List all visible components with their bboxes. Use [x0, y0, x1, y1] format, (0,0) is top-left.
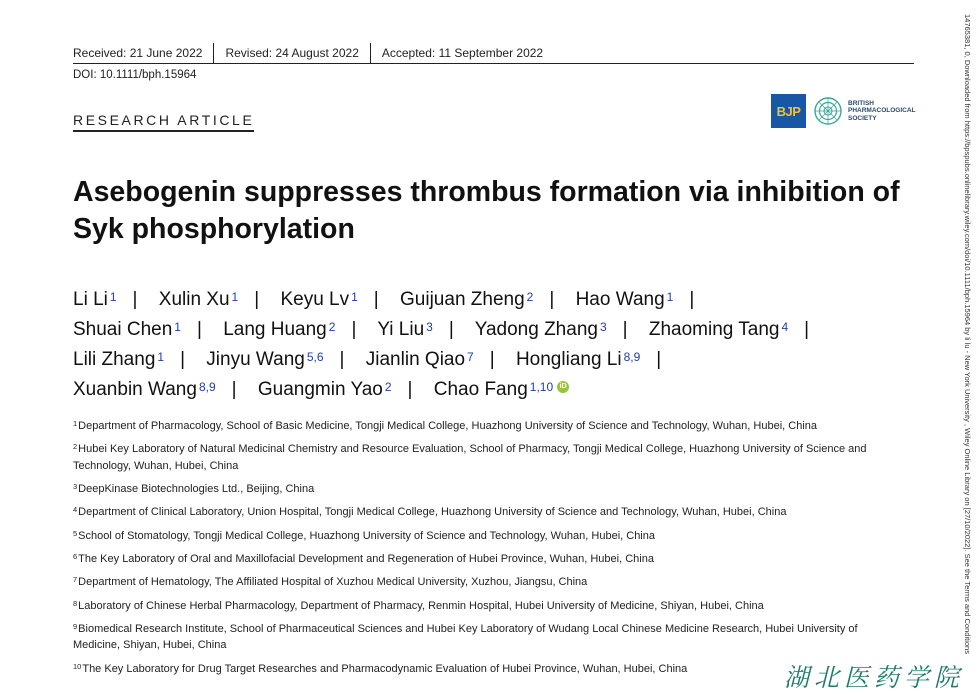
author-affiliation-ref: 1 [231, 290, 239, 304]
author[interactable]: Zhaoming Tang $^4$ [648, 319, 789, 340]
author-affiliation-ref: 4 [781, 320, 789, 334]
author[interactable]: Xulin Xu $^1$ [158, 289, 239, 310]
author[interactable]: Jinyu Wang $^{5,6}$ [206, 349, 324, 370]
author[interactable]: Chao Fang $^{1,10}$ iD [434, 379, 569, 400]
author-affiliation-ref: 1 [174, 320, 181, 334]
author[interactable]: Keyu Lv $^1$ [280, 289, 358, 310]
affiliation: $^2$Hubei Key Laboratory of Natural Medicinal Chemistry and Resource Evaluation, School of Pharmacy, Tongji Medical College, Huazhong University of Science and Technology, Wuhan, Hubei, China [73, 442, 867, 472]
author[interactable]: Yi Liu $^3$ [377, 319, 433, 340]
author-affiliation-ref: 7 [467, 350, 474, 364]
author[interactable]: Xuanbin Wang $^{8,9}$ [73, 379, 216, 400]
author-affiliation-ref: 3 [426, 320, 433, 334]
author-affiliation-ref: 1 [351, 290, 358, 304]
author[interactable]: Hongliang Li $^{8,9}$ [515, 349, 641, 370]
doi[interactable]: DOI: 10.1111/bph.15964 [73, 69, 197, 81]
author-affiliation-ref: 8,9 [198, 380, 216, 394]
accepted-date: Accepted: 11 September 2022 [381, 46, 544, 60]
author[interactable]: Lili Zhang $^1$ [73, 349, 165, 370]
society-emblem-icon [813, 96, 843, 126]
publication-dates [73, 43, 543, 63]
affiliation: $^4$Department of Clinical Laboratory, Union Hospital, Tongji Medical College, Huazhong University of Science and Technology, Wuhan, Hubei, China [73, 505, 787, 519]
header-rule [73, 63, 914, 64]
author-affiliation-ref: 1 [109, 290, 117, 304]
author-list: Li Li $^1$ | Xulin Xu $^1$ | Keyu Lv $^1$ | Guijuan Zheng $^2$ | Hao Wang $^1$ | Shuai Chen $^1$ | Lang Huang $^2$ | Yi Liu $^3$ | Yadong Zhang $^3$ | Zhaoming Tang $^4$ | Lili Zhang $^1$ | Jinyu Wang $^{5,6}$ | Jianlin Qiao $^7$ | Hongliang Li $^{8,9}$ | Xuanbin Wang $^{8,9}$ | Guangmin Yao $^2$ | Chao Fang $^{1,10}$ iD [73, 289, 810, 400]
society-name: BRITISH PHARMACOLOGICAL SOCIETY [848, 100, 916, 122]
affiliation: $^3$DeepKinase Biotechnologies Ltd., Beijing, China [73, 482, 315, 496]
author[interactable]: Li Li $^1$ [73, 289, 117, 310]
author-affiliation-ref: 1 [157, 350, 165, 364]
journal-logos [771, 94, 916, 128]
author-affiliation-ref: 8,9 [623, 350, 641, 364]
orcid-icon[interactable]: iD [557, 381, 569, 393]
author[interactable]: Guangmin Yao $^2$ [257, 379, 392, 400]
article-type-label: RESEARCH ARTICLE [73, 112, 254, 132]
author-affiliation-ref: 1,10 [529, 380, 554, 394]
affiliation: $^{10}$The Key Laboratory for Drug Target Researches and Pharmacodynamic Evaluation of Hubei Province, Wuhan, Hubei, China [73, 661, 688, 675]
author-affiliation-ref: 1 [666, 290, 674, 304]
author[interactable]: Jianlin Qiao $^7$ [365, 349, 474, 370]
affiliation: $^7$Department of Hematology, The Affiliated Hospital of Xuzhou Medical University, Xuzhou, Jiangsu, China [73, 575, 588, 589]
author[interactable]: Guijuan Zheng $^2$ [400, 289, 534, 310]
author-affiliation-ref: 2 [526, 290, 534, 304]
author[interactable]: Hao Wang $^1$ [575, 289, 674, 310]
revised-date: Revised: 24 August 2022 [225, 46, 359, 60]
author-affiliation-ref: 3 [599, 320, 607, 334]
watermark: 湖北医药学院 [784, 663, 965, 692]
bjp-logo: BJP [771, 94, 806, 128]
author[interactable]: Lang Huang $^2$ [223, 319, 336, 340]
affiliation: $^5$School of Stomatology, Tongji Medical College, Huazhong University of Science and Technology, Wuhan, Hubei, China [73, 528, 655, 542]
article-title: Asebogenin suppresses thrombus formation via inhibition of Syk phosphorylation [73, 176, 900, 245]
received-date: Received: 21 June 2022 [73, 46, 203, 60]
download-notice: 14765381, 0, Downloaded from https://bpspubs.onlinelibrary.wiley.com/doi/10.1111/bph.15964 by li lu - New York University , Wiley Online Library on [27/10/2022]. See the Terms and Conditions [963, 14, 972, 654]
date-separator [213, 43, 214, 63]
affiliation: $^8$Laboratory of Chinese Herbal Pharmacology, Department of Pharmacy, Renmin Hospital, Hubei University of Medicine, Shiyan, Hubei, China [73, 598, 764, 612]
author[interactable]: Yadong Zhang $^3$ [474, 319, 607, 340]
date-separator [370, 43, 371, 63]
affiliation: $^1$Department of Pharmacology, School of Basic Medicine, Tongji Medical College, Huazhong University of Science and Technology, Wuhan, Hubei, China [73, 419, 818, 432]
author[interactable]: Shuai Chen $^1$ [73, 319, 181, 340]
affiliation: $^9$Biomedical Research Institute, School of Pharmaceutical Sciences and Hubei Key Laboratory of Wudang Local Chinese Medicine Research, Hubei University of Medicine, Shiyan, Hubei, China [73, 621, 858, 652]
affiliation: $^6$The Key Laboratory of Oral and Maxillofacial Development and Regeneration of Hubei Province, Wuhan, Hubei, China [73, 551, 654, 565]
author-affiliation-ref: 5,6 [306, 350, 324, 364]
author-affiliation-ref: 2 [328, 320, 336, 334]
author-affiliation-ref: 2 [384, 380, 392, 394]
affiliation-list [73, 418, 903, 684]
